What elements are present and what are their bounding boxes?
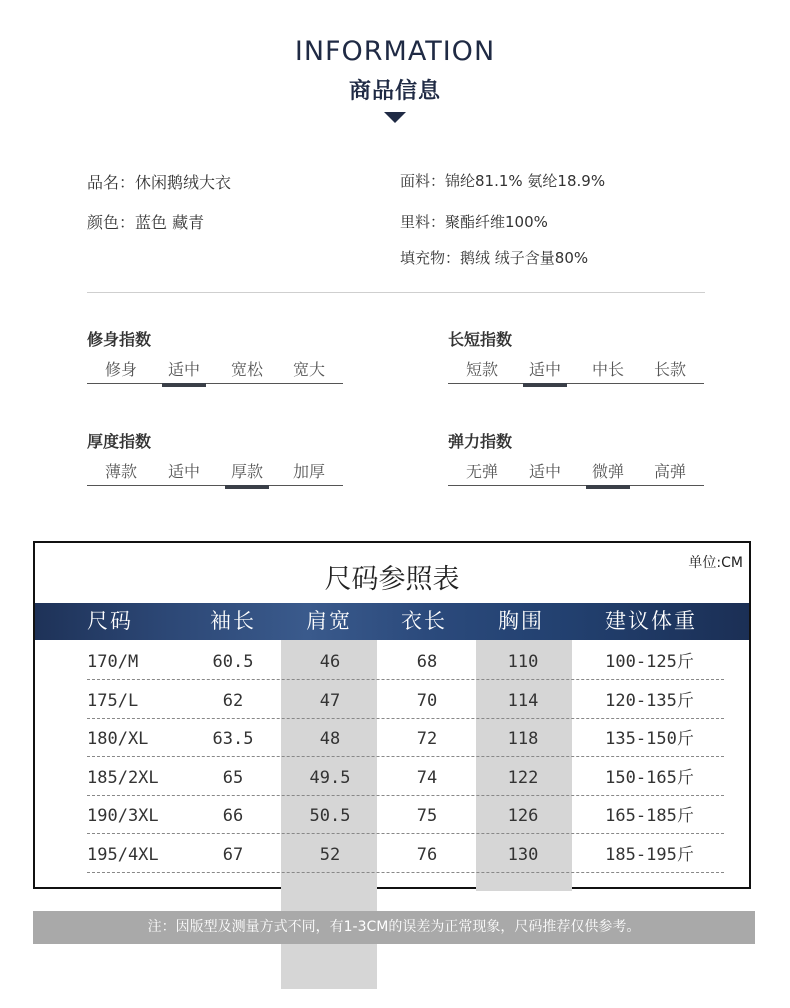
scale-option: 宽大 [292,360,325,379]
scale-option: 短款 [465,360,498,379]
product-fabric: 面料：锦纶81.1% 氨纶18.9% [400,172,606,190]
row-divider [87,718,724,719]
row-divider [87,679,724,680]
size-cell-value: 100-125斤 [605,652,694,672]
size-cell-value: 48 [319,729,341,750]
scale-option: 适中 [528,462,561,481]
size-cell-value: 49.5 [309,767,351,788]
scale-selected-marker [586,485,630,489]
size-chart [33,541,751,889]
size-cell-value: 118 [507,729,539,750]
scale-selected-marker [523,383,567,387]
thickness-index-scale [87,431,343,486]
elasticity-index-scale [448,431,704,486]
product-color: 颜色：蓝色 藏青 [87,213,205,232]
product-lining: 里料：聚酯纤维100% [400,213,548,231]
scale-option: 加厚 [292,462,325,481]
product-name: 品名：休闲鹅绒大衣 [87,173,232,192]
scale-title: 长短指数 [448,330,513,349]
scale-option: 修身 [104,360,137,379]
size-cell-value: 52 [319,845,341,865]
size-cell-value: 70 [416,690,438,711]
size-cell-value: 47 [319,690,341,711]
size-cell-value: 185-195斤 [605,845,694,865]
scale-options [87,463,343,486]
scale-selected-marker [225,485,269,489]
size-cell-value: 72 [416,729,438,750]
scale-option: 适中 [167,462,200,481]
header-sleeve: 袖长 [210,609,256,633]
size-cell-value: 120-135斤 [605,690,694,711]
size-cell-label: 185/2XL [87,767,159,788]
size-cell-label: 195/4XL [87,845,159,865]
row-divider [87,795,724,796]
info-title-zh: 商品信息 [348,79,441,104]
size-cell-value: 62 [222,690,244,711]
scale-selected-marker [162,383,206,387]
size-cell-value: 75 [416,806,438,827]
header-size: 尺码 [87,609,133,633]
scale-option: 适中 [167,360,200,379]
length-index-scale [448,329,704,384]
size-cell-label: 180/XL [87,729,149,750]
size-cell-value: 68 [416,652,438,672]
row-divider [87,872,724,873]
size-cell-value: 165-185斤 [605,806,694,827]
scale-option: 微弹 [591,462,624,481]
size-cell-label: 175/L [87,690,139,711]
fit-index-scale [87,329,343,384]
scale-title: 弹力指数 [448,432,513,451]
size-cell-label: 190/3XL [87,806,159,827]
scale-option: 无弹 [465,462,498,481]
row-divider [87,833,724,834]
scale-option: 长款 [653,360,686,379]
size-cell-value: 60.5 [212,652,254,672]
size-note: 注：因版型及测量方式不同，有1-3CM的误差为正常现象，尺码推荐仅供参考。 [33,911,755,944]
size-chart-unit: 单位:CM [688,555,743,571]
scale-option: 中长 [591,360,624,379]
size-cell-value: 110 [507,652,539,672]
size-cell-value: 126 [507,806,539,827]
scale-options [448,361,704,384]
header-chest: 胸围 [498,609,544,633]
size-cell-value: 76 [416,845,438,865]
size-cell-value: 114 [507,690,539,711]
info-title-en: INFORMATION [294,36,496,67]
scale-option: 高弹 [653,462,686,481]
size-cell-value: 74 [416,767,438,788]
down-triangle-icon [384,112,406,123]
product-filling: 填充物：鹅绒 绒子含量80% [400,249,589,267]
size-cell-value: 66 [222,806,244,827]
scale-option: 厚款 [230,462,263,481]
size-cell-value: 46 [319,652,341,672]
scale-options [448,463,704,486]
size-cell-value: 135-150斤 [605,729,694,750]
size-cell-value: 150-165斤 [605,767,694,788]
scale-title: 厚度指数 [87,432,152,451]
size-cell-value: 65 [222,767,244,788]
size-table-header [35,603,749,640]
scale-option: 宽松 [230,360,263,379]
size-cell-value: 122 [507,767,539,788]
section-divider [87,292,705,293]
scale-option: 薄款 [104,462,137,481]
row-divider [87,756,724,757]
header-length: 衣长 [401,609,447,633]
header-weight: 建议体重 [605,609,697,633]
scale-option: 适中 [528,360,561,379]
size-cell-value: 63.5 [212,729,254,750]
size-cell-value: 50.5 [309,806,351,827]
size-chart-title: 尺码参照表 [324,564,460,595]
size-cell-label: 170/M [87,652,139,672]
scale-options [87,361,343,384]
size-cell-value: 130 [507,845,539,865]
size-cell-value: 67 [222,845,244,865]
scale-title: 修身指数 [87,330,152,349]
header-shoulder: 肩宽 [306,609,352,633]
